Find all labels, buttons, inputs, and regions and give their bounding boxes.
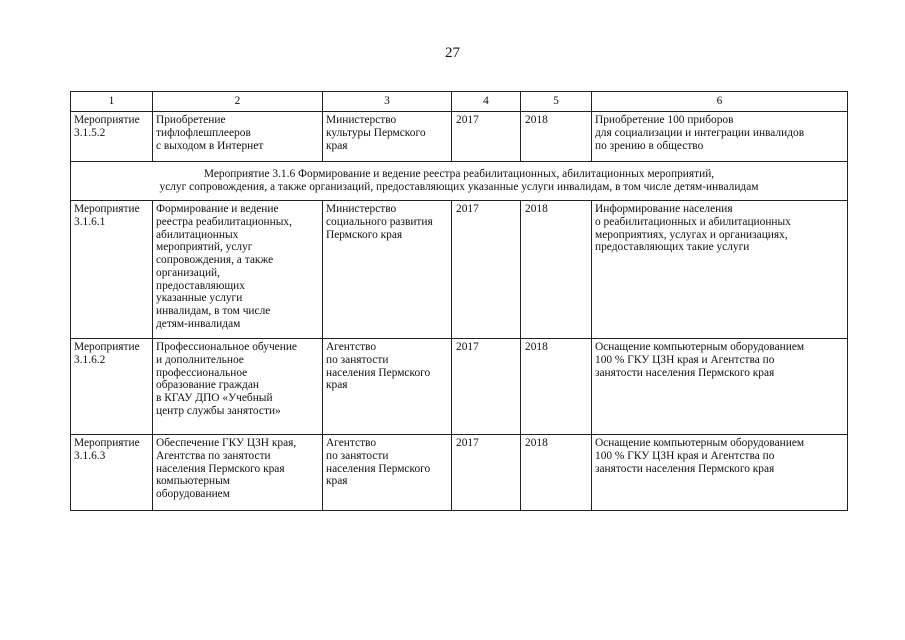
executor-cell: Министерство социального развития Пермского края	[323, 201, 452, 339]
measures-table	[70, 91, 848, 511]
end-year-cell: 2018	[521, 201, 592, 339]
column-header: 6	[592, 92, 848, 112]
page-number: 27	[445, 45, 460, 61]
executor-cell: Агентство по занятости населения Пермского края	[323, 435, 452, 511]
table-row	[71, 435, 848, 511]
column-header: 5	[521, 92, 592, 112]
column-header: 2	[153, 92, 323, 112]
measure-code-cell: Мероприятие 3.1.6.1	[71, 201, 153, 339]
result-cell: Информирование населения о реабилитационных и абилитационных мероприятиях, услугах и организациях, предоставляющих такие услуги	[592, 201, 848, 339]
section-title: Мероприятие 3.1.6 Формирование и ведение реестра реабилитационных, абилитационных мероприятий, услуг сопровождения, а также организаций, предоставляющих указанные услуги инвалидам, в том числе детям-инвалидам	[71, 162, 848, 201]
column-header: 3	[323, 92, 452, 112]
measure-code-cell: Мероприятие 3.1.6.2	[71, 339, 153, 435]
table-header-row	[71, 92, 848, 112]
measure-code-cell: Мероприятие 3.1.5.2	[71, 112, 153, 162]
end-year-cell: 2018	[521, 112, 592, 162]
measure-name-cell: Профессиональное обучение и дополнительное профессиональное образование граждан в КГАУ ДПО «Учебный центр службы занятости»	[153, 339, 323, 435]
column-header: 1	[71, 92, 153, 112]
measure-name-cell: Приобретение тифлофлешплееров с выходом в Интернет	[153, 112, 323, 162]
table-row	[71, 201, 848, 339]
result-cell: Оснащение компьютерным оборудованием 100 % ГКУ ЦЗН края и Агентства по занятости населения Пермского края	[592, 435, 848, 511]
end-year-cell: 2018	[521, 435, 592, 511]
table-row	[71, 112, 848, 162]
start-year-cell: 2017	[452, 339, 521, 435]
result-cell: Оснащение компьютерным оборудованием 100 % ГКУ ЦЗН края и Агентства по занятости населения Пермского края	[592, 339, 848, 435]
start-year-cell: 2017	[452, 112, 521, 162]
start-year-cell: 2017	[452, 435, 521, 511]
result-cell: Приобретение 100 приборов для социализации и интеграции инвалидов по зрению в общество	[592, 112, 848, 162]
measure-code-cell: Мероприятие 3.1.6.3	[71, 435, 153, 511]
executor-cell: Агентство по занятости населения Пермского края	[323, 339, 452, 435]
end-year-cell: 2018	[521, 339, 592, 435]
table-row	[71, 339, 848, 435]
section-row	[71, 162, 848, 201]
measure-name-cell: Обеспечение ГКУ ЦЗН края, Агентства по занятости населения Пермского края компьютерным оборудованием	[153, 435, 323, 511]
column-header: 4	[452, 92, 521, 112]
measure-name-cell: Формирование и ведение реестра реабилитационных, абилитационных мероприятий, услуг сопровождения, а также организаций, предоставляющих указанные услуги инвалидам, в том числе детям-инвалидам	[153, 201, 323, 339]
executor-cell: Министерство культуры Пермского края	[323, 112, 452, 162]
start-year-cell: 2017	[452, 201, 521, 339]
